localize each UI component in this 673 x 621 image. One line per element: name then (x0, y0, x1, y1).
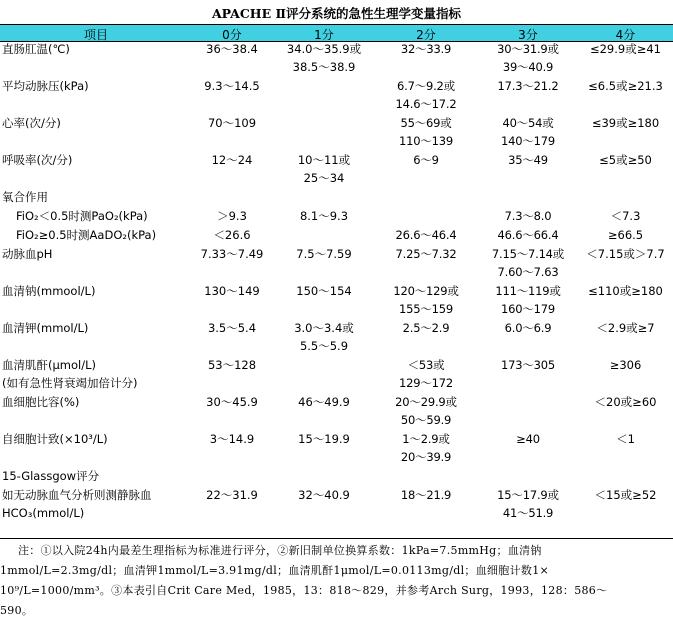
cell-line: 呼吸率(次/分) (2, 153, 73, 167)
cell-line: 130～149 (204, 284, 260, 298)
cell-line: 自细胞计致(×10³/L) (2, 432, 108, 446)
cell-line: ≥40 (516, 432, 540, 446)
cell-line: 34.0～35.9或 (286, 42, 362, 56)
cell-line: 39～40.9 (502, 60, 554, 75)
score-2-cell (374, 245, 478, 263)
score-0-cell (190, 393, 274, 411)
cell-line: FiO₂＜0.5时测PaO₂(kPa) (16, 209, 148, 223)
cell-line: 30～45.9 (206, 395, 258, 409)
cell-line: 155～159 (399, 302, 453, 317)
row-label (2, 114, 190, 132)
cell-line: ≤5或≥50 (599, 153, 652, 167)
score-2-cell (374, 393, 478, 430)
score-0-cell (190, 207, 274, 225)
score-3-cell (478, 245, 578, 282)
table-row (0, 245, 673, 282)
footnote-line: 1mmol/L=2.3mg/dl；血清钾1mmol/L=3.91mg/dl；血清肌酐1μmol/L=0.0113mg/dl；血细胞计数1× (0, 564, 550, 577)
cell-line: 7.60～7.63 (497, 265, 559, 280)
cell-line: 6～9 (413, 153, 439, 167)
cell-line: 25～34 (303, 171, 345, 186)
score-2-cell (374, 226, 478, 244)
score-1-cell (274, 393, 374, 411)
cell-line: 120～129或 (393, 284, 459, 298)
score-3-cell (478, 356, 578, 374)
score-4-cell (578, 393, 673, 411)
cell-line: 30～31.9或 (497, 42, 559, 56)
cell-line: 3.0～3.4或 (294, 321, 354, 335)
table-row (0, 151, 673, 188)
row-label (2, 356, 190, 393)
cell-line: 41～51.9 (502, 506, 554, 521)
row-label (2, 226, 190, 244)
cell-line: 46.6～66.4 (497, 228, 559, 242)
cell-line: ＜1 (616, 432, 635, 446)
score-4-cell (578, 40, 673, 58)
score-2-cell (374, 356, 478, 393)
cell-line: 15-Glassgow评分 (2, 469, 100, 483)
cell-line: 动脉血pH (2, 247, 53, 261)
cell-line: 15～19.9 (298, 432, 350, 446)
score-4-cell (578, 114, 673, 132)
score-0-cell (190, 40, 274, 58)
cell-line: 18～21.9 (400, 488, 452, 502)
cell-line: 血清肌酐(μmol/L) (2, 358, 97, 372)
score-0-cell (190, 430, 274, 448)
header-score-1: 1分 (314, 28, 334, 42)
cell-line: (如有急性肾衰竭加倍计分) (2, 376, 138, 391)
score-1-cell (274, 319, 374, 356)
row-label (2, 245, 190, 263)
row-label (2, 151, 190, 169)
table-row (0, 393, 673, 430)
table-row (0, 356, 673, 393)
cell-line: ≤6.5或≥21.3 (588, 79, 663, 93)
score-0-cell (190, 151, 274, 169)
cell-line: ＜20或≥60 (594, 395, 657, 409)
cell-line: 53～128 (207, 358, 257, 372)
score-1-cell (274, 207, 374, 225)
cell-line: 15～17.9或 (497, 488, 559, 502)
cell-line: 7.25～7.32 (395, 247, 457, 261)
row-label (2, 282, 190, 300)
score-0-cell (190, 486, 274, 504)
score-4-cell (578, 207, 673, 225)
cell-line: ＜53或 (407, 358, 445, 372)
cell-line: 50～59.9 (400, 413, 452, 428)
table-row (0, 77, 673, 114)
header-score-4: 4分 (615, 28, 636, 42)
cell-line: 7.33～7.49 (200, 247, 264, 261)
cell-line: 血清钠(mmool/L) (2, 284, 96, 298)
table-row (0, 188, 673, 207)
table-row (0, 114, 673, 151)
score-0-cell (190, 77, 274, 95)
score-1-cell (274, 151, 374, 188)
cell-line: ＜7.3 (610, 209, 641, 223)
footnote-line: 注：①以入院24h内最差生理指标为标准进行评分，②新旧制单位换算系数：1kPa=7.5mmHg；血清钠 (18, 544, 542, 557)
cell-line: ＜2.9或≥7 (596, 321, 655, 335)
cell-line: 心率(次/分) (2, 116, 61, 130)
score-3-cell (478, 282, 578, 319)
cell-line: FiO₂≥0.5时测AaDO₂(kPa) (16, 228, 157, 242)
footnote-line: 590。 (0, 604, 34, 617)
score-2-cell (374, 114, 478, 151)
table-row (0, 467, 673, 486)
cell-line: 22～31.9 (206, 488, 258, 502)
cell-line: 38.5～38.9 (292, 60, 356, 75)
score-1-cell (274, 486, 374, 504)
footnote-divider (0, 538, 673, 539)
cell-line: 32～33.9 (400, 42, 452, 56)
cell-line: 55～69或 (400, 116, 452, 130)
cell-line: ＜15或≥52 (594, 488, 657, 502)
cell-line: 平均动脉压(kPa) (2, 79, 89, 93)
score-1-cell (274, 245, 374, 263)
cell-line: ≥66.5 (607, 228, 644, 242)
row-label (2, 40, 190, 58)
cell-line: 10～11或 (297, 153, 351, 167)
header-score-2: 2分 (416, 28, 436, 42)
table-row (0, 486, 673, 523)
row-label (2, 207, 190, 225)
cell-line: 2.5～2.9 (402, 321, 450, 335)
cell-line: HCO₃(mmol/L) (2, 506, 85, 521)
table-body (0, 40, 673, 523)
cell-line: 5.5～5.9 (299, 339, 349, 354)
score-3-cell (478, 151, 578, 169)
cell-line: 7.15～7.14或 (491, 247, 565, 261)
cell-line: ≤39或≥180 (591, 116, 660, 130)
cell-line: 7.5～7.59 (296, 247, 352, 261)
score-4-cell (578, 151, 673, 169)
cell-line: ＞9.3 (217, 209, 247, 223)
footnote (0, 541, 665, 621)
cell-line: 110～139 (399, 134, 453, 149)
score-3-cell (478, 77, 578, 95)
cell-line: 70～109 (207, 116, 257, 130)
score-4-cell (578, 77, 673, 95)
cell-line: 111～119或 (495, 284, 561, 298)
cell-line: 8.1～9.3 (299, 209, 349, 223)
row-label (2, 467, 190, 485)
header-item: 项目 (83, 28, 108, 42)
cell-line: 3.5～5.4 (207, 321, 257, 335)
score-4-cell (578, 226, 673, 244)
row-label (2, 77, 190, 95)
cell-line: 14.6～17.2 (395, 97, 457, 112)
score-2-cell (374, 40, 478, 58)
table-row (0, 319, 673, 356)
cell-line: 3～14.9 (209, 432, 255, 446)
cell-line: 140～179 (501, 134, 555, 149)
score-3-cell (478, 430, 578, 448)
score-1-cell (274, 282, 374, 300)
score-3-cell (478, 114, 578, 151)
cell-line: 6.0～6.9 (504, 321, 552, 335)
score-2-cell (374, 486, 478, 504)
cell-line: 血细胞比容(%) (2, 395, 80, 409)
table-row (0, 430, 673, 467)
table-row (0, 226, 673, 245)
table-title: APACHE Ⅱ评分系统的急性生理学变量指标 (211, 6, 462, 21)
score-3-cell (478, 319, 578, 337)
cell-line: 氧合作用 (2, 190, 48, 204)
cell-line: 40～54或 (502, 116, 554, 130)
cell-line: 如无动脉血气分析则测静脉血 (2, 488, 152, 502)
cell-line: 直肠肛温(℃) (2, 42, 70, 56)
cell-line: 129～172 (399, 376, 453, 391)
cell-line: 20～39.9 (400, 450, 452, 465)
score-1-cell (274, 430, 374, 448)
score-3-cell (478, 40, 578, 77)
score-0-cell (190, 245, 274, 263)
cell-line: 血清钾(mmol/L) (2, 321, 89, 335)
cell-line: 35～49 (508, 153, 548, 167)
cell-line: 173～305 (501, 358, 555, 372)
cell-line: 1～2.9或 (402, 432, 450, 446)
cell-line: 36～38.4 (206, 42, 258, 56)
score-1-cell (274, 40, 374, 77)
score-0-cell (190, 356, 274, 374)
footnote-line: 10⁹/L=1000/mm³。③本表引自Crit Care Med，1985，13：818～829，并参考Arch Surg，1993，128：586～ (0, 584, 608, 597)
cell-line: 7.3～8.0 (504, 209, 552, 223)
row-label (2, 486, 190, 523)
cell-line: 150～154 (296, 284, 352, 298)
cell-line: 32～40.9 (298, 488, 350, 502)
score-0-cell (190, 226, 274, 244)
score-3-cell (478, 207, 578, 225)
cell-line: 160～179 (501, 302, 555, 317)
table-row (0, 207, 673, 226)
score-4-cell (578, 319, 673, 337)
cell-line: ＜7.15或＞7.7 (586, 247, 665, 261)
score-4-cell (578, 430, 673, 448)
score-0-cell (190, 282, 274, 300)
score-2-cell (374, 282, 478, 319)
cell-line: 46～49.9 (298, 395, 350, 409)
cell-line: 6.7～9.2或 (397, 79, 455, 93)
cell-line: ≤110或≥180 (588, 284, 663, 298)
table-row (0, 40, 673, 77)
cell-line: ≤29.9或≥41 (589, 42, 661, 56)
score-0-cell (190, 319, 274, 337)
cell-line: 12～24 (211, 153, 253, 167)
score-2-cell (374, 319, 478, 337)
cell-line: 9.3～14.5 (204, 79, 260, 93)
cell-line: ＜26.6 (213, 228, 251, 242)
row-label (2, 188, 190, 206)
header-score-0: 0分 (222, 28, 242, 42)
score-4-cell (578, 282, 673, 300)
cell-line: 17.3～21.2 (497, 79, 559, 93)
score-2-cell (374, 151, 478, 169)
score-3-cell (478, 226, 578, 244)
score-2-cell (374, 77, 478, 114)
table-row (0, 282, 673, 319)
score-0-cell (190, 114, 274, 132)
score-3-cell (478, 486, 578, 523)
score-4-cell (578, 356, 673, 374)
score-4-cell (578, 486, 673, 504)
row-label (2, 319, 190, 337)
score-2-cell (374, 430, 478, 467)
cell-line: ≥306 (609, 358, 642, 372)
header-score-3: 3分 (518, 28, 538, 42)
cell-line: 20～29.9或 (395, 395, 457, 409)
row-label (2, 393, 190, 411)
score-4-cell (578, 245, 673, 263)
row-label (2, 430, 190, 448)
cell-line: 26.6～46.4 (395, 228, 457, 242)
